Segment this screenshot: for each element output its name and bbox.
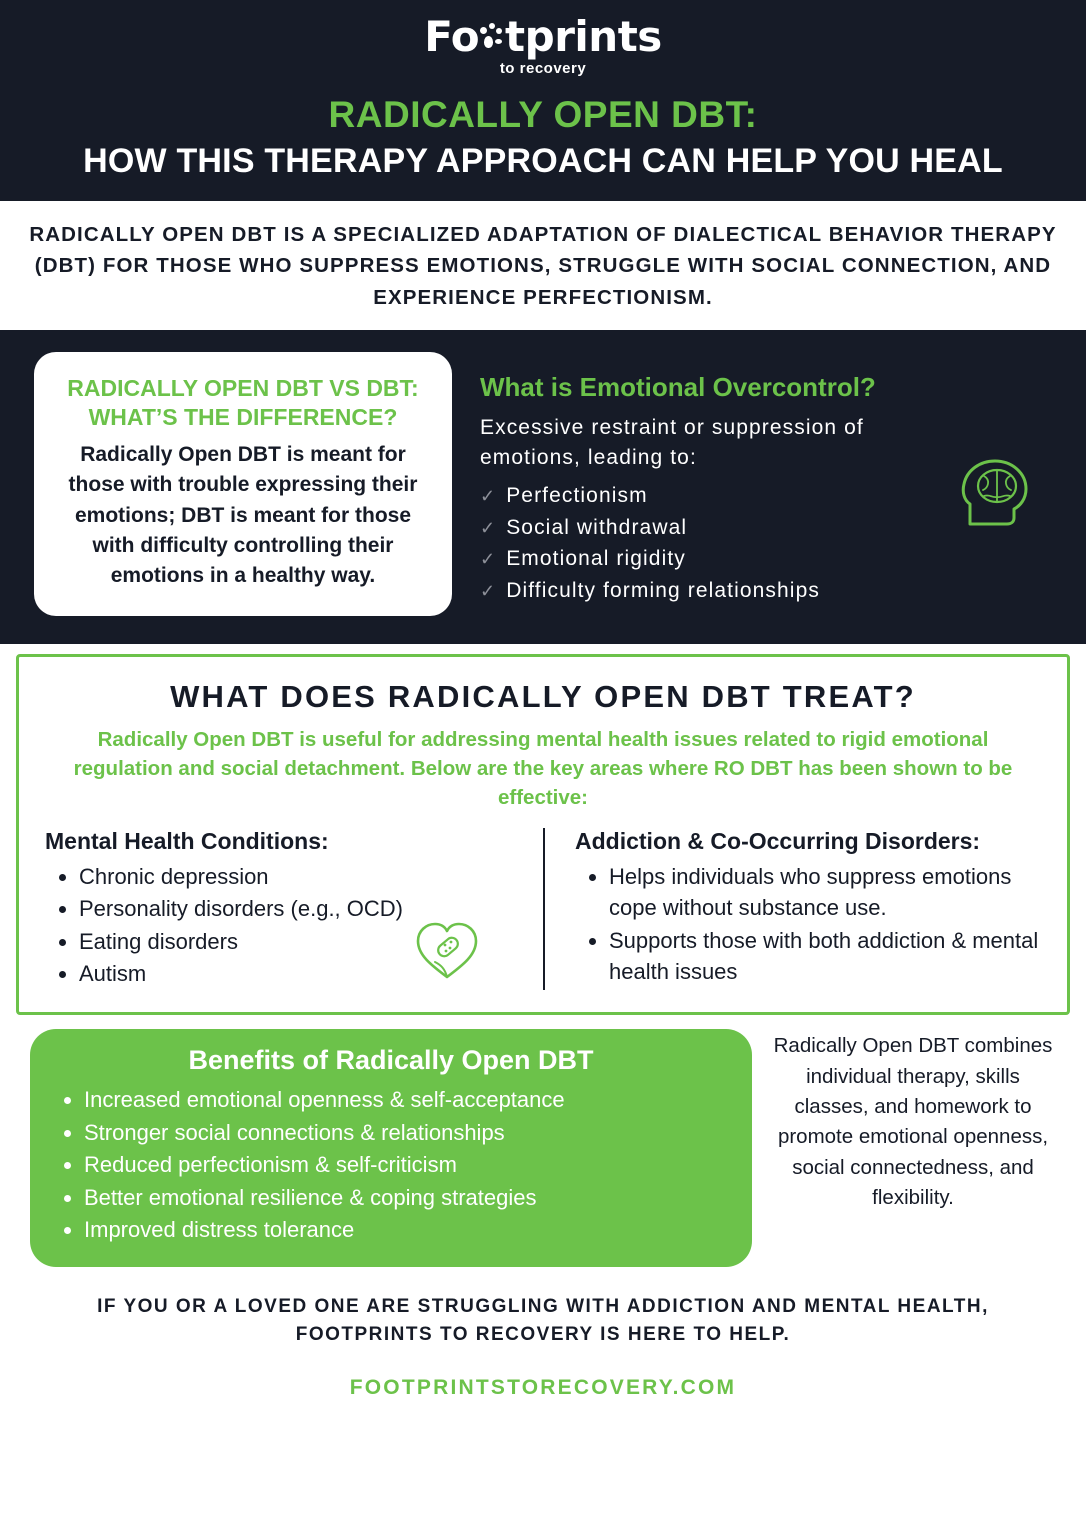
treat-heading: WHAT DOES RADICALLY OPEN DBT TREAT?	[170, 678, 916, 714]
check-icon: ✓	[480, 517, 497, 538]
footprint-icon	[479, 21, 505, 59]
benefits-card	[30, 1029, 752, 1267]
check-icon: ✓	[480, 485, 497, 506]
list-item: • Supports those with both addiction & mental health issues	[609, 925, 1041, 987]
logo-tagline: to recovery	[499, 59, 587, 77]
mental-health-column	[45, 828, 543, 990]
list-item: • Stronger social connections & relationships	[84, 1117, 728, 1150]
addiction-heading: Addiction & Co-Occurring Disorders:	[575, 828, 981, 855]
overcontrol-title: What is Emotional Overcontrol?	[480, 371, 876, 402]
header	[0, 0, 1086, 201]
list-item	[480, 575, 1052, 607]
list-item: • Helps individuals who suppress emotions cope without substance use.	[609, 861, 1041, 923]
benefits-section	[0, 1015, 1086, 1267]
list-item: • Autism	[79, 958, 517, 989]
overcontrol-intro: Excessive restraint or suppression of emotions, leading to:	[480, 415, 864, 470]
treat-section	[0, 644, 1086, 1015]
footer-url[interactable]: FOOTPRINTSTORECOVERY.COM	[349, 1375, 737, 1399]
list-item: • Reduced perfectionism & self-criticism	[84, 1149, 728, 1182]
addiction-column	[543, 828, 1041, 990]
addiction-list	[575, 861, 1041, 987]
list-item: • Increased emotional openness & self-acceptance	[84, 1084, 728, 1117]
benefits-heading: Benefits of Radically Open DBT	[188, 1045, 594, 1076]
list-item: • Eating disorders	[79, 926, 517, 957]
check-icon: ✓	[480, 549, 497, 570]
list-item: • Personality disorders (e.g., OCD)	[79, 893, 517, 924]
page-title-line1: RADICALLY OPEN DBT:	[328, 93, 758, 135]
comparison-card-body: Radically Open DBT is meant for those with trouble expressing their emotions; DBT is meant for those with difficulty controlling their emotions in a healthy way.	[68, 442, 418, 588]
mental-health-heading: Mental Health Conditions:	[45, 828, 329, 855]
list-item	[480, 543, 1052, 575]
list-item: • Better emotional resilience & coping strategies	[84, 1182, 728, 1215]
comparison-card	[34, 352, 452, 616]
list-item: • Improved distress tolerance	[84, 1214, 728, 1247]
treat-box	[16, 654, 1070, 1015]
overcontrol-block	[480, 352, 1052, 608]
benefits-list	[54, 1084, 728, 1247]
side-note: Radically Open DBT combines individual therapy, skills classes, and homework to promote emotional openness, social connectedness, and flexibility.	[773, 1034, 1053, 1209]
treat-lede: Radically Open DBT is useful for addressing mental health issues related to rigid emotional regulation and social detachment. Below are the key areas where RO DBT has been shown to be effective:	[73, 727, 1013, 810]
subhead-text: RADICALLY OPEN DBT IS A SPECIALIZED ADAPTATION OF DIALECTICAL BEHAVIOR THERAPY (DBT) FOR THOSE WHO SUPPRESS EMOTIONS, STRUGGLE WITH SOCIAL CONNECTION, AND EXPERIENCE PERFECTIONISM.	[0, 201, 1086, 330]
treat-columns	[45, 828, 1041, 990]
overcontrol-section	[0, 330, 1086, 644]
brain-head-icon	[958, 456, 1034, 535]
list-item: • Chronic depression	[79, 861, 517, 892]
list-item-label: Emotional rigidity	[506, 547, 686, 571]
list-item-label: Difficulty forming relationships	[506, 579, 820, 603]
list-item-label: Perfectionism	[506, 483, 648, 507]
brand-logo	[0, 12, 1086, 77]
footer-message: IF YOU OR A LOVED ONE ARE STRUGGLING WITH ADDICTION AND MENTAL HEALTH, FOOTPRINTS TO RECOVERY IS HERE TO HELP.	[97, 1295, 989, 1346]
logo-wordmark-part2: tprints	[505, 12, 662, 61]
footer	[0, 1267, 1086, 1404]
logo-wordmark-part1: Fo	[424, 12, 480, 61]
check-icon: ✓	[480, 581, 497, 602]
heart-bandage-icon	[411, 917, 483, 988]
list-item-label: Social withdrawal	[506, 515, 688, 539]
comparison-card-title: RADICALLY OPEN DBT VS DBT: WHAT’S THE DIFFERENCE?	[67, 374, 419, 430]
page-title-line2: HOW THIS THERAPY APPROACH CAN HELP YOU HEAL	[83, 141, 1003, 180]
